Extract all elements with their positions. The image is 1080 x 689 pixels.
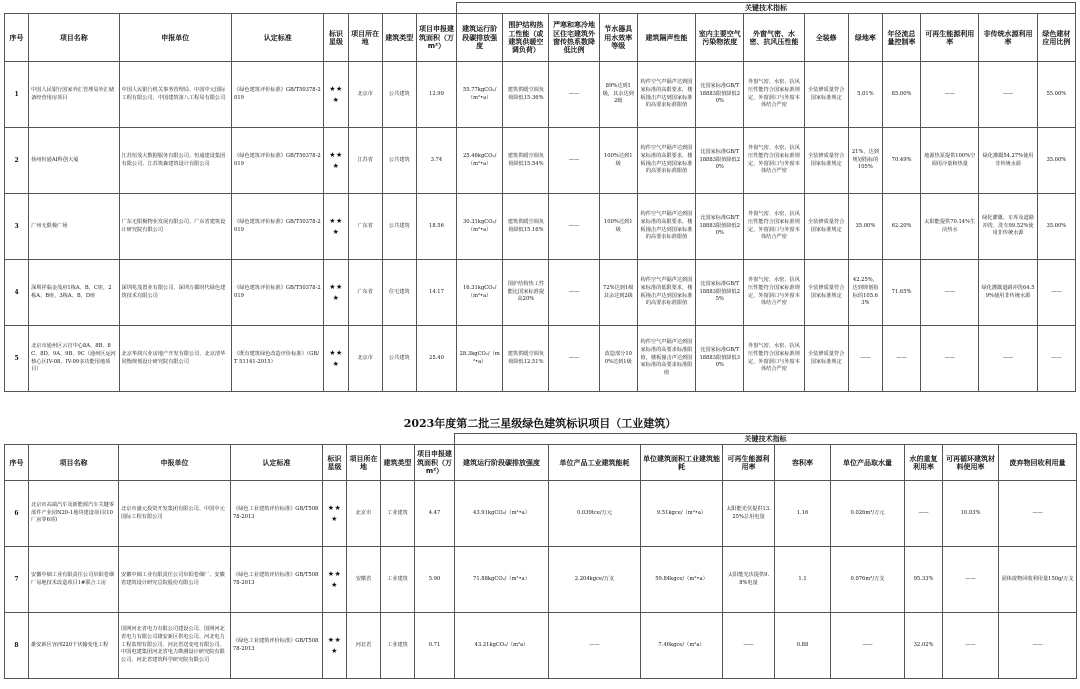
table-cell: ★★★ <box>323 613 347 679</box>
column-header: 非传统水源利用率 <box>979 14 1037 62</box>
table-cell: 89%达到1级，其余达到2级 <box>599 62 637 128</box>
table-cell: 5.01% <box>848 62 882 128</box>
table-cell: 比国家标准GB/T 18883限值降低20% <box>696 62 744 128</box>
table-cell: ★★★ <box>324 194 348 260</box>
table-cell: 28.3kgCO₂/（m²•a） <box>457 326 503 392</box>
table-cell: 深圳兆茂置业有限公司、深圳万都时代绿色建筑技术有限公司 <box>119 260 232 326</box>
table-cell: 比国家标准GB/T 18883限值降低25% <box>696 260 744 326</box>
table-cell: 5.90 <box>415 547 455 613</box>
column-header: 标识星级 <box>323 445 347 481</box>
table-cell: —— <box>549 260 599 326</box>
table-cell: 扬州恒通AI科创大厦 <box>29 128 119 194</box>
table-cell: 江苏恒茂大数据服务有限公司、恒通建设集团有限公司、江苏筑森建筑设计有限公司 <box>119 128 232 194</box>
table-cell: 6 <box>5 481 29 547</box>
table-cell: 全装修质量符合国家标准规定 <box>804 128 848 194</box>
column-header: 申报单位 <box>119 445 231 481</box>
table-cell: 全装修质量符合国家标准规定 <box>804 62 848 128</box>
table-cell: 《绿色建筑评价标准》GB/T50378-2019 <box>232 128 324 194</box>
table-cell: 《绿色建筑评价标准》GB/T50378-2019 <box>232 260 324 326</box>
table-cell: 2 <box>5 128 29 194</box>
table-cell: 95.33% <box>905 547 943 613</box>
table-cell: 构件空气声隔声达到国家标准的高限要求，楼板撞击声达到国家标准的高要求标准限值 <box>637 194 695 260</box>
table-row <box>5 128 1076 194</box>
column-header: 建筑运行阶段碳排放强度 <box>455 445 549 481</box>
table-cell: 工业建筑 <box>381 613 415 679</box>
column-header: 标识星级 <box>324 14 348 62</box>
table-cell: 1 <box>5 62 29 128</box>
table-cell: 广东无限极物业发展有限公司、广东省建筑设计研究院有限公司 <box>119 194 232 260</box>
table-cell: 北京市通州区云宫中心8A、8B、8C、8D、9A、9B、9C（通州区运河核心区IV-08、IV-09多功能用地项目） <box>29 326 119 392</box>
table-cell: 北京市盛元投资开发集团有限公司、中国中元国际工程有限公司 <box>119 481 231 547</box>
table-cell: 外窗气密、水密、抗风压性能符合国家标准规定，外窗洞口与外窗本体结合严密 <box>744 260 804 326</box>
table-cell: 59.84kgce/（m²•a） <box>641 547 723 613</box>
table-cell: 43.21kgCO₂/（m²a） <box>455 613 549 679</box>
column-header: 绿色建材应用比例 <box>1037 14 1075 62</box>
table-row <box>5 481 1077 547</box>
table-cell: —— <box>921 62 979 128</box>
table-cell: 江苏省 <box>348 128 382 194</box>
column-header: 可再生能源利用率 <box>723 445 775 481</box>
table-row <box>5 260 1076 326</box>
table-cell: 0.076m³/万支 <box>831 547 905 613</box>
column-header: 单位产品工业建筑能耗 <box>549 445 641 481</box>
table-cell: 《既有建筑绿色改造评价标准》（GB/T 51141-2015） <box>232 326 324 392</box>
table-cell: 7.46kgce/（m²a） <box>641 613 723 679</box>
table-cell: 14.17 <box>416 260 456 326</box>
column-header: 严寒和寒冷地区住宅建筑外窗传热系数降低比例 <box>549 14 599 62</box>
table-cell: 绿化灌溉道路冲洗64.59%使用非传统水源 <box>979 260 1037 326</box>
table-cell: 构件空气声隔声达到国家标准的高限要求，楼板撞击声达到国家标准的高要求标准限值 <box>637 128 695 194</box>
table-cell: 建筑供暖空调负荷降低12.51% <box>503 326 549 392</box>
table-cell: 8 <box>5 613 29 679</box>
column-header: 绿地率 <box>848 14 882 62</box>
table-cell: —— <box>549 62 599 128</box>
table-cell: 62.20% <box>882 194 920 260</box>
column-header: 项目申报建筑面积（万m²） <box>416 14 456 62</box>
table-cell: 广东省 <box>348 194 382 260</box>
table-cell: 35.00% <box>848 194 882 260</box>
table-civil-buildings <box>4 2 1076 392</box>
table-cell: 建筑供暖空调负荷降低15.36% <box>503 62 549 128</box>
table-cell: 25.46kgCO₂/（m²•a） <box>457 128 503 194</box>
column-header: 废弃物回收利用量 <box>999 445 1077 481</box>
table-row <box>5 194 1076 260</box>
table-cell: 2.204kgce/万支 <box>549 547 641 613</box>
table-cell: —— <box>549 128 599 194</box>
table-cell: 85.00% <box>882 62 920 128</box>
table-cell: 72%达到1级其余达到2级 <box>599 260 637 326</box>
column-header: 单位产品取水量 <box>831 445 905 481</box>
table-cell: 建筑供暖空调负荷降低15.54% <box>503 128 549 194</box>
table-cell: 1.1 <box>775 547 831 613</box>
table-cell: 32.02% <box>905 613 943 679</box>
table-header <box>5 434 1077 481</box>
table-row <box>5 547 1077 613</box>
table-cell: 太阳能光伏提供13.25%总用电量 <box>723 481 775 547</box>
column-header: 建筑类型 <box>382 14 416 62</box>
table-cell: 安徽中烟工业有限责任公司阜阳卷烟厂易地技术改造项目1#联合工房 <box>29 547 119 613</box>
table-cell: 太阳能光伏提供9.8%电量 <box>723 547 775 613</box>
column-header: 项目申报建筑面积（万m²） <box>415 445 455 481</box>
table-row <box>5 62 1076 128</box>
table-cell: 安徽中烟工业有限责任公司阜阳卷烟厂、安徽省建筑设计研究总院股份有限公司 <box>119 547 231 613</box>
table-cell: 比国家标准GB/T 18883限值降低20% <box>696 194 744 260</box>
table-row <box>5 326 1076 392</box>
table-cell: 北京市 <box>347 481 381 547</box>
table-cell: 比国家标准GB/T 18883限值降低20% <box>696 128 744 194</box>
table-cell: 深圳祥临金茂府1栋A、B、C座，2栋A、B座，3栋A、B、D座 <box>29 260 119 326</box>
table-body <box>5 481 1077 679</box>
column-header: 水的重复利用率 <box>905 445 943 481</box>
table-row <box>5 613 1077 679</box>
table-cell: 35.00% <box>1037 128 1075 194</box>
column-header: 室内主要空气污染物浓度 <box>696 14 744 62</box>
table-cell: 外窗气密、水密、抗风压性能符合国家标准规定，外窗洞口与外窗本体结合严密 <box>744 62 804 128</box>
table-cell: 3.74 <box>416 128 456 194</box>
column-header: 建筑运行阶段碳排放强度 <box>457 14 503 62</box>
table-cell: 工业建筑 <box>381 547 415 613</box>
table-cell: 住宅建筑 <box>382 260 416 326</box>
table-cell: 北京市 <box>348 62 382 128</box>
table-cell: 公共建筑 <box>382 128 416 194</box>
table-cell: 9.51kgce/（m²•a） <box>641 481 723 547</box>
table-cell: 广州无限极广场 <box>29 194 119 260</box>
table-cell: 北京市高端汽车及新能源汽车关键零部件产业园N20-1地块建设项目(10厂房等6项) <box>29 481 119 547</box>
table-cell: 25.40 <box>416 326 456 392</box>
table-cell: 71.65% <box>882 260 920 326</box>
table-cell: 100%达到1级 <box>599 128 637 194</box>
table-cell: —— <box>921 260 979 326</box>
column-header: 认定标准 <box>232 14 324 62</box>
table-cell: 北京市 <box>348 326 382 392</box>
table-cell: 4 <box>5 260 29 326</box>
table-cell: 雄安新区容西220千伏输变电工程 <box>29 613 119 679</box>
table-cell: 全装修质量符合国家标准规定 <box>804 194 848 260</box>
table-cell: 公共建筑 <box>382 62 416 128</box>
table-cell: 0.039tce/万元 <box>549 481 641 547</box>
column-header: 单位建筑面积工业建筑能耗 <box>641 445 723 481</box>
table-cell: —— <box>882 326 920 392</box>
table-cell: 16.31kgCO₂/（m²•a） <box>457 260 503 326</box>
table-cell: 71.88kgCO₂/（m²•a） <box>455 547 549 613</box>
column-header: 项目名称 <box>29 445 119 481</box>
table-header <box>5 3 1076 62</box>
table-cell: 绿化灌溉54.27%使用非传统水源 <box>979 128 1037 194</box>
column-header: 建筑类型 <box>381 445 415 481</box>
key-indicators-group-header: 关键技术指标 <box>457 3 1076 14</box>
table-cell: 0.026m³/万元 <box>831 481 905 547</box>
section-title: 2023年度第二批三星级绿色建筑标识项目（工业建筑） <box>403 417 677 430</box>
table-cell: 构件空气声隔声达到国家标准的低限要求，楼板撞击声达到国家标准的高要求标准限值 <box>637 260 695 326</box>
table-cell: 55.00% <box>1037 62 1075 128</box>
column-header: 容积率 <box>775 445 831 481</box>
column-header: 项目所在地 <box>347 445 381 481</box>
table-cell: 比国家标准GB/T 18883限值降低30% <box>696 326 744 392</box>
table-cell: —— <box>999 613 1077 679</box>
table-cell: 43.91kgCO₂/（m²•a） <box>455 481 549 547</box>
table-cell: 55.77kgCO₂/（m²•a） <box>457 62 503 128</box>
table-cell: 5 <box>5 326 29 392</box>
table-cell: ★★★ <box>324 326 348 392</box>
table-cell: 建筑供暖空调负荷降低15.16% <box>503 194 549 260</box>
table-cell: 1.16 <box>775 481 831 547</box>
column-header: 围护结构热工性能（或建筑供暖空调负荷） <box>503 14 549 62</box>
table-cell: 7 <box>5 547 29 613</box>
table-cell: 35.00% <box>1037 194 1075 260</box>
table-cell: 围护结构热工性能比国家标准提高20% <box>503 260 549 326</box>
table-cell: 外窗气密、水密、抗风压性能符合国家标准规定，外窗洞口与外窗本体结合严密 <box>744 326 804 392</box>
table-cell: —— <box>905 481 943 547</box>
table-cell: —— <box>943 613 999 679</box>
table-cell: 100%达到1级 <box>599 194 637 260</box>
table-cell: 安徽省 <box>347 547 381 613</box>
table-cell: —— <box>1037 326 1075 392</box>
column-header: 可再循环建筑材料使用率 <box>943 445 999 481</box>
table-cell: ★★★ <box>323 547 347 613</box>
table-cell: 4.47 <box>415 481 455 547</box>
key-indicators-group-header: 关键技术指标 <box>455 434 1077 445</box>
column-header: 年径流总量控制率 <box>882 14 920 62</box>
column-header: 项目名称 <box>29 14 119 62</box>
column-header: 建筑隔声性能 <box>637 14 695 62</box>
table-cell: 外窗气密、水密、抗风压性能符合国家标准规定，外窗洞口与外窗本体结合严密 <box>744 194 804 260</box>
table-cell: 3 <box>5 194 29 260</box>
table-cell: —— <box>831 613 905 679</box>
table-cell: 北京华润兴业房地产开发有限公司、北京清华同衡规划设计研究院有限公司 <box>119 326 232 392</box>
table-cell: 《绿色工业建筑评价标准》GB/T50878-2013 <box>231 547 323 613</box>
table-cell: —— <box>999 481 1077 547</box>
table-cell: —— <box>723 613 775 679</box>
table-cell: 公共建筑 <box>382 194 416 260</box>
table-cell: 0.71 <box>415 613 455 679</box>
table-cell: 工业建筑 <box>381 481 415 547</box>
table-cell: 地源热泵提供100%空调用冷量和热量 <box>921 128 979 194</box>
column-header: 申报单位 <box>119 14 232 62</box>
table-cell: 全装修质量符合国家标准规定 <box>804 260 848 326</box>
table-cell: 外窗气密、水密、抗风压性能符合国家标准规定，外窗洞口与外窗本体结合严密 <box>744 128 804 194</box>
table-cell: —— <box>943 547 999 613</box>
table-cell: —— <box>549 613 641 679</box>
table-cell: 《绿色工业建筑评价标准》GB/T50878-2013 <box>231 613 323 679</box>
table-cell: 构件空气声隔声达到国家标准的高要求标准限值，楼板撞击声达到国家标准的高要求标准限值 <box>637 326 695 392</box>
table-cell: 固体废物回收利用量150g/万支 <box>999 547 1077 613</box>
table-cell: 公共建筑 <box>382 326 416 392</box>
table-cell: ★★★ <box>324 260 348 326</box>
table-cell: 《绿色建筑评价标准》GB/T50378-2019 <box>232 62 324 128</box>
table-cell: 国网河北省电力有限公司建设公司、国网河北省电力有限公司雄安新区供电公司、河北电力工程监理有限公司、河北省送变电有限公司、中国电建集团河北省电力勘测设计研究院有限公司、河北省建筑科学研究院有限公司 <box>119 613 231 679</box>
table-cell: 30.31kgCO₂/（m²•a） <box>457 194 503 260</box>
table-cell: —— <box>549 194 599 260</box>
table-cell: ★★★ <box>324 128 348 194</box>
table-cell: 《绿色工业建筑评价标准》GB/T50878-2013 <box>231 481 323 547</box>
table-cell: ★★★ <box>324 62 348 128</box>
column-header: 外窗气密、水密、抗风压性能 <box>744 14 804 62</box>
table-cell: 21%，达到规划指标的105% <box>848 128 882 194</box>
table-cell: 中国人民银行国家外汇管理局外汇储备经营用房项目 <box>29 62 119 128</box>
table-cell: —— <box>549 326 599 392</box>
table-cell: —— <box>979 326 1037 392</box>
table-cell: 河北省 <box>347 613 381 679</box>
table-cell: —— <box>979 62 1037 128</box>
column-header: 可再生能源利用率 <box>921 14 979 62</box>
table-cell: 42.25%，达到规划指标的105.63% <box>848 260 882 326</box>
table-cell: 广东省 <box>348 260 382 326</box>
table-cell: ★★★ <box>323 481 347 547</box>
table-cell: 太阳能提供70.14%生活热水 <box>921 194 979 260</box>
table-cell: 构件空气声隔声达到国家标准的高限要求，楼板撞击声达到国家标准的高要求标准限值 <box>637 62 695 128</box>
table-cell: —— <box>921 326 979 392</box>
column-header: 项目所在地 <box>348 14 382 62</box>
column-header: 节水器具用水效率等级 <box>599 14 637 62</box>
table-cell: 绿化灌溉、车库及道路冲洗、洗车99.52%使用非传统水源 <box>979 194 1037 260</box>
table-cell: 改造部分100%达到1级 <box>599 326 637 392</box>
table-body <box>5 62 1076 392</box>
table-cell: —— <box>1037 260 1075 326</box>
table-industrial-buildings <box>4 433 1077 679</box>
table-cell: 12.99 <box>416 62 456 128</box>
table-cell: 全装修质量符合国家标准规定 <box>804 326 848 392</box>
column-header: 认定标准 <box>231 445 323 481</box>
column-header: 序号 <box>5 445 29 481</box>
table-cell: 10.03% <box>943 481 999 547</box>
column-header: 全装修 <box>804 14 848 62</box>
table-cell: —— <box>848 326 882 392</box>
table-cell: 70.49% <box>882 128 920 194</box>
table-cell: 18.56 <box>416 194 456 260</box>
table-cell: 0.88 <box>775 613 831 679</box>
table-cell: 《绿色建筑评价标准》GB/T50378-2019 <box>232 194 324 260</box>
table-cell: 中国人民银行机关事务管理局、中国中元国际工程有限公司、中国建筑第八工程局有限公司 <box>119 62 232 128</box>
column-header: 序号 <box>5 14 29 62</box>
